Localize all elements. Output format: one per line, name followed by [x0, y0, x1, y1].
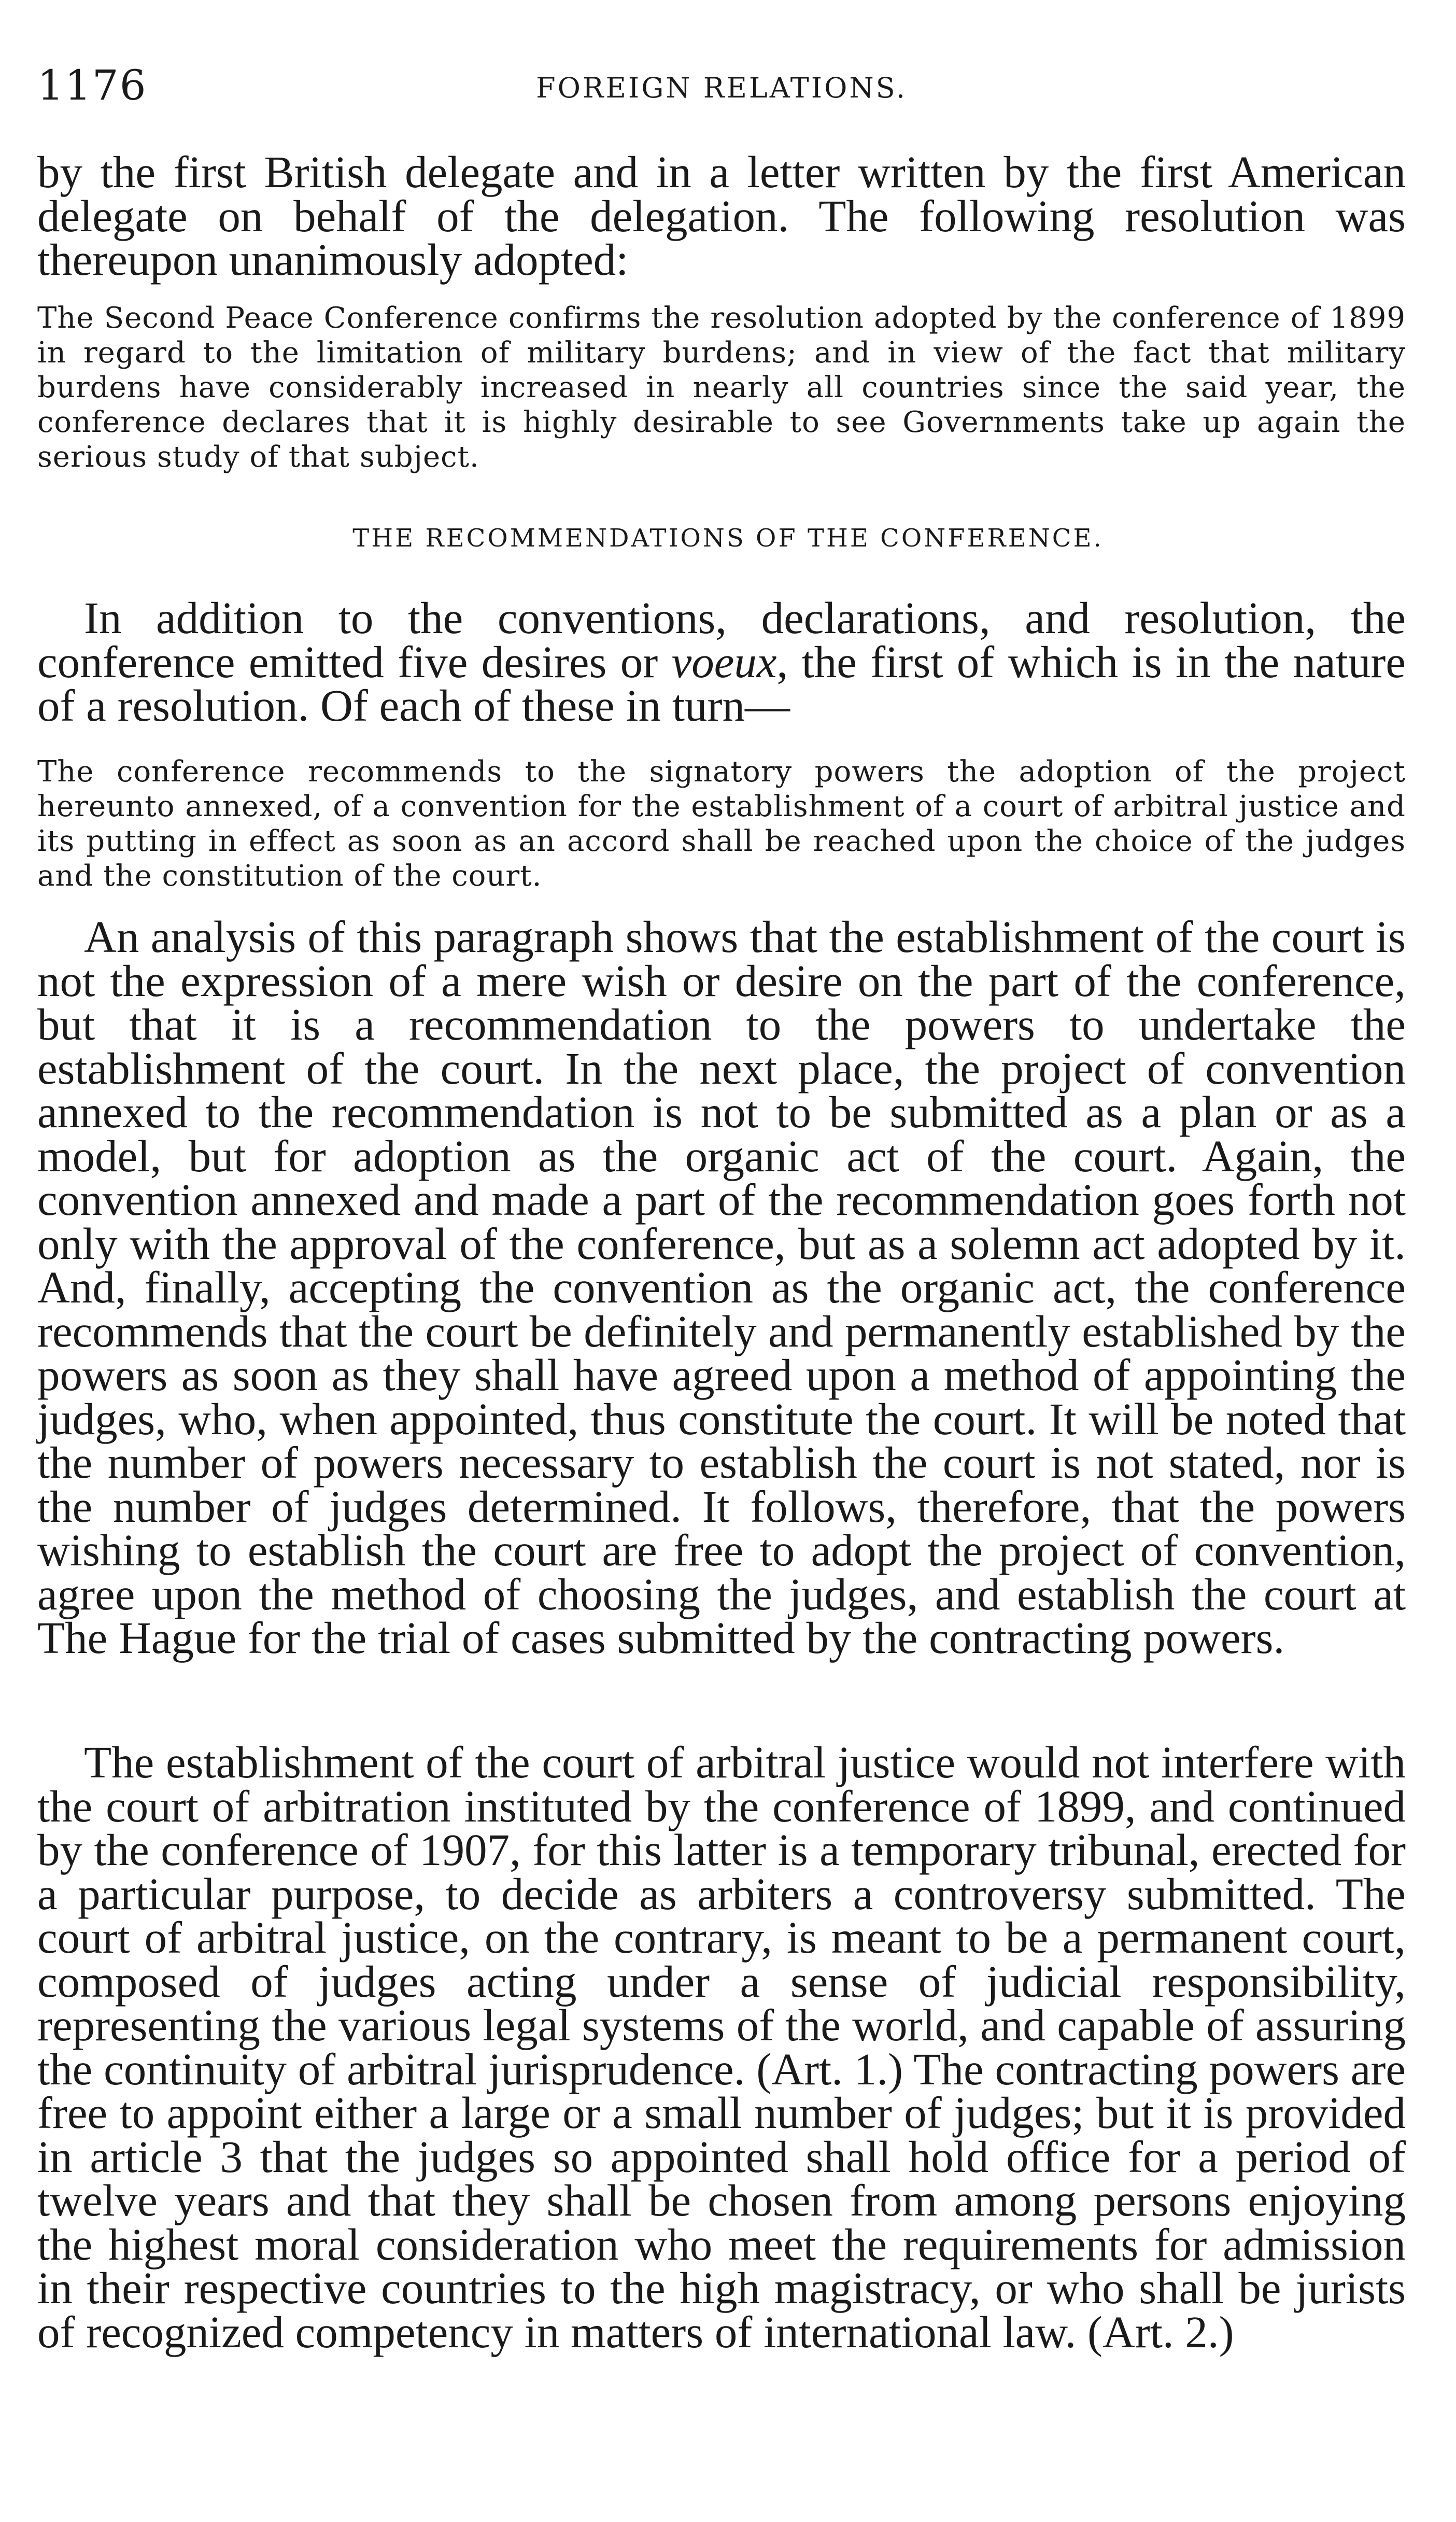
- intro-paragraph: by the first British delegate and in a letter written by the first American delegate on behalf of the delegation. The following resolution was thereupon unanimously adopted:: [37, 147, 1406, 285]
- resolution-quote: The Second Peace Conference confirms the resolution adopted by the conference of 1899 in regard to the limitation of military burdens; and in view of the fact that military burdens have considerably increased in nearly all countries since the said year, the conference declares that it is highly desirable to see Governments take up again the serious study of that subject.: [37, 301, 1406, 474]
- voeux-term: voeux: [671, 636, 777, 687]
- section-heading: THE RECOMMENDATIONS OF THE CONFERENCE.: [352, 524, 1104, 553]
- recommendations-intro-before: In addition to the conventions, declarations, and resolution, the conference emitted five desires or: [37, 593, 1406, 687]
- page-number: 1176: [37, 61, 147, 109]
- recommendations-intro-after: , the first of which is in the nature of a resolution. Of each of these in turn—: [37, 636, 1406, 731]
- page-header: [37, 61, 1406, 123]
- running-head: FOREIGN RELATIONS.: [536, 72, 907, 104]
- court-paragraph: The establishment of the court of arbitral justice would not interfere with the court of arbitration instituted by the conference of 1899, and continued by the conference of 1907, for this latter is a temporary tribunal, erected for a particular purpose, to decide as arbiters a controversy submitted. The court of arbitral justice, on the contrary, is meant to be a permanent court, composed of judges acting under a sense of judicial responsibility, representing the various legal systems of the world, and capable of assuring the continuity of arbitral jurisprudence. (Art. 1.) The contracting powers are free to appoint either a large or a small number of judges; but it is provided in article 3 that the judges so appointed shall hold office for a period of twelve years and that they shall be chosen from among persons enjoying the highest moral consideration who meet the requirements for admission in their respective countries to the high magistracy, or who shall be jurists of recognized competency in matters of international law. (Art. 2.): [37, 1737, 1406, 2357]
- recommendation-quote: The conference recommends to the signatory powers the adoption of the project hereunto annexed, of a convention for the establishment of a court of arbitral justice and its putting in effect as soon as an accord shall be reached upon the choice of the judges and the constitution of the court.: [37, 755, 1406, 893]
- recommendations-intro-paragraph: [37, 593, 1406, 731]
- analysis-paragraph: An analysis of this paragraph shows that the establishment of the court is not the expression of a mere wish or desire on the part of the conference, but that it is a recommendation to the powers to undertake the establishment of the court. In the next place, the project of convention annexed to the recommendation is not to be submitted as a plan or as a model, but for adoption as the organic act of the court. Again, the convention annexed and made a part of the recommendation goes forth not only with the approval of the conference, but as a solemn act adopted by it. And, finally, accepting the convention as the organic act, the conference recommends that the court be definitely and permanently established by the powers as soon as they shall have agreed upon a method of appointing the judges, who, when appointed, thus constitute the court. It will be noted that the number of powers necessary to establish the court is not stated, nor is the number of judges determined. It follows, therefore, that the powers wishing to establish the court are free to adopt the project of convention, agree upon the method of choosing the judges, and establish the court at The Hague for the trial of cases submitted by the contracting powers.: [37, 912, 1406, 1663]
